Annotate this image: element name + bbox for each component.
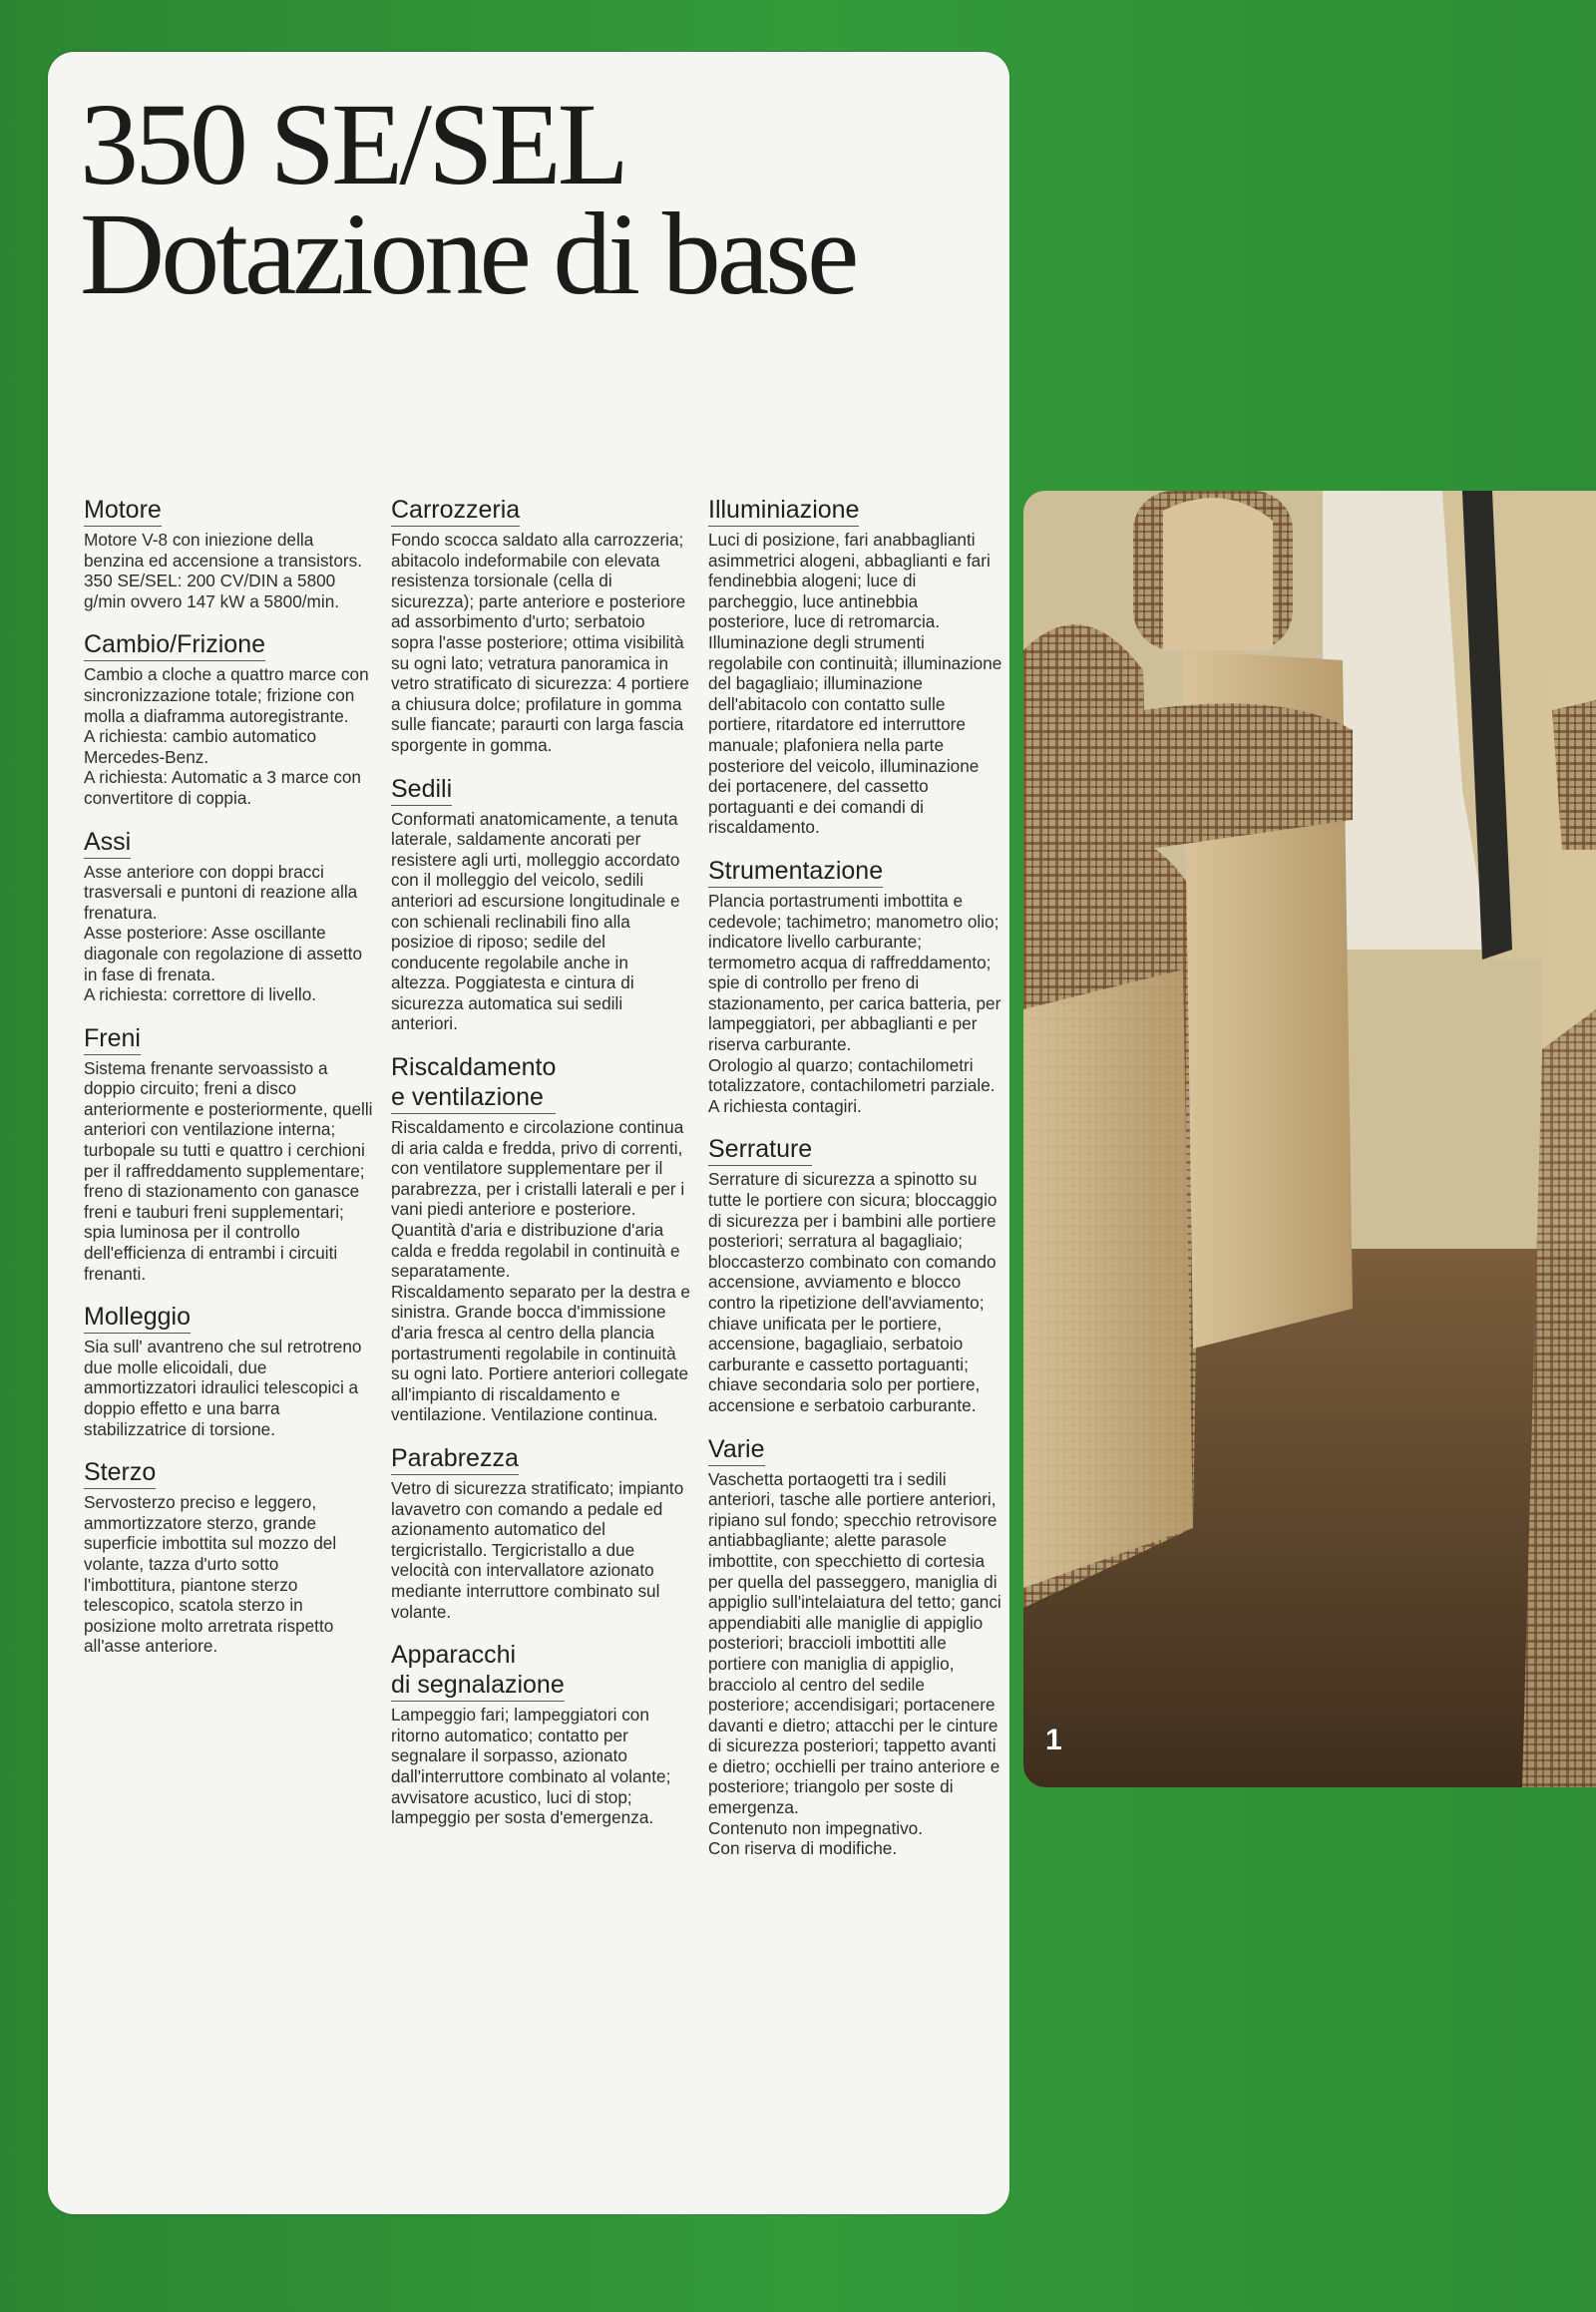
section-text: Riscaldamento e circolazione continua di aria calda e fredda, privo di correnti, con ventilatore supplementare per il parabrezza, per i cristalli laterali e per i vani piedi anteriore e posteriore. Quantità d'aria e distribuzione d'aria calda e fredda regolabil in continuità e separatamente. Riscaldamento separato per la destra e sinistra. Grande bocca d'immissione d'aria fresca al centro della plancia portastrumenti regolabile in continuità su ogni lato. Portiere anteriori collegate all'impianto di riscaldamento e ventilazione. Ventilazione continua. [391, 1117, 690, 1425]
section-heading: Motore [84, 495, 162, 527]
section-heading: Serrature [708, 1134, 812, 1166]
section-text: Fondo scocca saldato alla carrozzeria; abitacolo indeformabile con elevata resistenza torsionale (cella di sicurezza); parte anteriore e posteriore ad assorbimento d'urto; serbatoio sopra l'asse posteriore; ottima visibilità su ogni lato; vetratura panoramica in vetro stratificato di sicurezza: 4 portiere a chiusura dolce; profilature in gomma sulle fiancate; paraurti con larga fascia sporgente in gomma. [391, 530, 689, 755]
section-heading-line-2: di segnalazione [391, 1671, 565, 1700]
section-text: Serrature di sicurezza a spinotto su tutte le portiere con sicura; bloccaggio di sicurezza per i bambini alle portiere posteriori; serratura al bagagliaio; bloccasterzo combinato con comando accensione, avviamento e blocco contro la ripetizione dell'avviamento; chiave unificata per le portiere, accensione, bagagliaio, serbatoio carburante e cassetto portaguanti; chiave secondaria solo per portiere, accensione e serbatoio carburante. [708, 1169, 998, 1415]
section-text: Servosterzo preciso e leggero, ammortizzatore sterzo, grande superficie imbottita sul mozzo del volante, tazza d'urto sotto l'imbottitura, piantone sterzo telescopico, scatola sterzo in posizione molto arretrata rispetto all'asse anteriore. [84, 1492, 337, 1657]
section-apparecchi-segnalazione [391, 1640, 690, 1828]
section-text: Sia sull' avantreno che sul retrotreno due molle elicoidali, due ammortizzatori idraulici telescopici a doppio effetto e una barra stabilizzatrice di torsione. [84, 1337, 362, 1439]
section-serrature [708, 1134, 1003, 1415]
column-3 [708, 495, 1003, 1877]
section-heading: Parabrezza [391, 1443, 519, 1475]
section-text: Luci di posizione, fari anabbaglianti asimmetrici alogeni, abbaglianti e fari fendinebbia alogeni; luce di parcheggio, luce antinebbia posteriore, luce di retromarcia. Illuminazione degli strumenti regolabile con continuità; illuminazione del bagagliaio; illuminazione dell'abitacolo con contatto sulle portiere, ritardatore ed interruttore manuale; plafoniera nella parte posteriore del veicolo, illuminazione dei portacenere, del cassetto portaguanti e dei comandi di riscaldamento. [708, 530, 1002, 838]
interior-illustration [1023, 491, 1596, 1787]
section-text: Plancia portastrumenti imbottita e cedevole; tachimetro; manometro olio; indicatore livello carburante; termometro acqua di raffreddamento; spie di controllo per freno di stazionamento, per carica batteria, per lampeggiatori, per abbaglianti e per riserva carburante. Orologio al quarzo; contachilometri totalizzatore, contachilometri parziale. A richiesta contagiri. [708, 890, 1001, 1116]
section-text: Vaschetta portaogetti tra i sedili anteriori, tasche alle portiere anteriori, ripiano sul fondo; specchio retrovisore antiabbagliante; alette parasole imbottite, con specchietto di cortesia per quella del passeggero, maniglia di appiglio sull'intelaiatura del tetto; ganci appendiabiti alle maniglie di appiglio posteriori; braccioli imbottiti alle portiere con maniglia di appiglio, bracciolo al centro del sedile posteriore; accendisigari; portacenere davanti e dietro; attacchi per le cinture di sicurezza posteriori; tappetto avanti e dietro; occhielli per traino anteriore e posteriore; triangolo per soste di emergenza. [708, 1468, 1001, 1818]
section-motore [84, 495, 373, 611]
section-molleggio [84, 1302, 373, 1439]
section-parabrezza [391, 1443, 690, 1622]
section-heading [391, 1052, 556, 1114]
section-heading-line-2: e ventilazione [391, 1083, 544, 1112]
section-heading: Sterzo [84, 1457, 156, 1489]
section-heading: Strumentazione [708, 856, 883, 888]
section-varie [708, 1434, 1003, 1859]
section-heading: Carrozzeria [391, 495, 520, 527]
section-heading: Illuminiazione [708, 495, 859, 527]
photo-number: 1 [1045, 1724, 1062, 1756]
section-carrozzeria [391, 495, 690, 756]
section-heading [391, 1640, 565, 1702]
section-heading: Varie [708, 1434, 765, 1466]
section-text: Sistema frenante servoassisto a doppio circuito; freni a disco anteriormente e posteriormente, quelli anteriori con ventilazione interna; turbopale su tutti e quattro i cerchioni per il raffreddamento supplementare; freno di stazionamento con ganasce freni e tauburi freni supplementari; spia luminosa per il controllo dell'efficienza di entrambi i circuiti frenanti. [84, 1057, 373, 1284]
section-cambio-frizione [84, 629, 373, 808]
section-text: Lampeggio fari; lampeggiatori con ritorno automatico; contatto per segnalare il sorpasso, azionato dall'interruttore combinato al volante; avvisatore acustico, luci di stop; lampeggio per sosta d'emergenza. [391, 1705, 671, 1828]
title-line-1: 350 SE/SEL [80, 79, 625, 209]
section-heading: Sedili [391, 774, 452, 806]
title-line-2: Dotazione di base [80, 189, 856, 319]
section-sterzo [84, 1457, 373, 1657]
section-text: Vetro di sicurezza stratificato; impianto lavavetro con comando a pedale ed azionamento automatico del tergicristallo. Tergicristallo a due velocità con intervallatore azionato mediante interruttore combinato sul volante. [391, 1477, 684, 1622]
section-sedili [391, 774, 690, 1035]
column-1 [84, 495, 373, 1675]
section-heading: Molleggio [84, 1302, 191, 1334]
section-assi [84, 827, 373, 1005]
section-freni [84, 1023, 373, 1285]
section-heading: Cambio/Frizione [84, 629, 265, 661]
section-illuminazione [708, 495, 1003, 838]
section-text: Cambio a cloche a quattro marce con sincronizzazione totale; frizione con molla a diaframma autoregistrante. A richiesta: cambio automatico Mercedes-Benz. A richiesta: Automatic a 3 marce con convertitore di coppia. [84, 664, 369, 808]
section-text: Conformati anatomicamente, a tenuta laterale, saldamente ancorati per resistere agli urti, molleggio accordato con il molleggio del veicolo, sedili anteriori ad escursione longitudinale e con schienali reclinabili fino alla posizioe di riposo; sedile del conducente regolabile anche in altezza. Poggiatesta e cintura di sicurezza automatica sui sedili anteriori. [391, 808, 680, 1034]
section-riscaldamento-ventilazione [391, 1052, 690, 1425]
page-title [80, 79, 856, 319]
disclaimer-note: Contenuto non impegnativo. Con riserva di modifiche. [708, 1817, 923, 1859]
section-heading-line-1: Apparacchi [391, 1641, 517, 1670]
section-heading-line-1: Riscaldamento [391, 1053, 557, 1082]
column-2 [391, 495, 690, 1846]
interior-photo [1023, 491, 1596, 1787]
section-heading: Freni [84, 1023, 141, 1055]
section-text: Asse anteriore con doppi bracci trasversali e puntoni di reazione alla frenatura. Asse posteriore: Asse oscillante diagonale con regolazione di assetto in fase di frenata. A richiesta: correttore di livello. [84, 861, 363, 1005]
section-heading: Assi [84, 827, 131, 859]
section-strumentazione [708, 856, 1003, 1117]
section-text: Motore V-8 con iniezione della benzina ed accensione a transistors. 350 SE/SEL: 200 CV/DIN a 5800 g/min ovvero 147 kW a 5800/min. [84, 530, 362, 611]
